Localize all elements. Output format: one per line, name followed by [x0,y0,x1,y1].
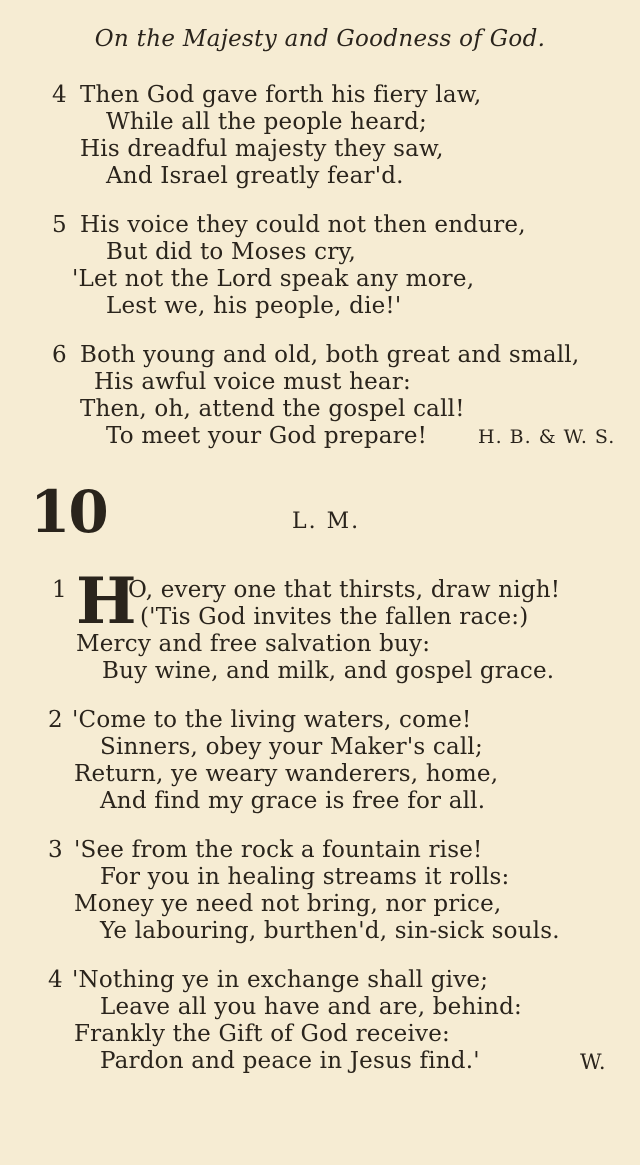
verse-line: Ye labouring, burthen'd, sin-sick souls. [100,918,560,944]
hymn-attribution: H. B. & W. S. [478,426,616,448]
stanza-number: 2 [48,707,63,733]
stanza-number: 1 [52,577,67,603]
verse-line: Return, ye weary wanderers, home, [74,761,499,787]
stanza-number: 4 [52,82,67,108]
verse-line: Leave all you have and are, behind: [100,994,522,1020]
verse-line: ('Tis God invites the fallen race:) [140,604,529,630]
verse-line: Frankly the Gift of God receive: [74,1021,450,1047]
verse-line: His dreadful majesty they saw, [80,136,444,162]
verse-line: Then, oh, attend the gospel call! [80,396,465,422]
verse-line: But did to Moses cry, [106,239,357,265]
hymn-number: 10 [30,478,107,546]
verse-line: 'Come to the living waters, come! [72,707,472,733]
verse-line: To meet your God prepare! [106,423,428,449]
stanza-number: 3 [48,837,63,863]
running-header: On the Majesty and Goodness of God. [94,26,546,52]
verse-line: While all the people heard; [106,109,427,135]
verse-line: Sinners, obey your Maker's call; [100,734,483,760]
stanza-number: 4 [48,967,63,993]
verse-line: His awful voice must hear: [94,369,411,395]
verse-line: 'See from the rock a fountain rise! [74,837,483,863]
verse-line: His voice they could not then endure, [80,212,526,238]
stanza-number: 6 [52,342,67,368]
verse-line: 'Let not the Lord speak any more, [72,266,475,292]
verse-line: O, every one that thirsts, draw nigh! [128,577,561,603]
verse-line: For you in healing streams it rolls: [100,864,510,890]
drop-cap: H [76,564,137,639]
hymn-meter: L. M. [292,509,361,534]
verse-line: Money ye need not bring, nor price, [74,891,502,917]
verse-line: Pardon and peace in Jesus find.' [100,1048,480,1074]
verse-line: 'Nothing ye in exchange shall give; [72,967,489,993]
verse-line: Both young and old, both great and small, [80,342,580,368]
verse-line: Lest we, his people, die!' [106,293,402,319]
verse-line: Buy wine, and milk, and gospel grace. [102,658,555,684]
verse-line: Then God gave forth his fiery law, [80,82,482,108]
hymn-attribution: W. [580,1050,607,1074]
verse-line: Mercy and free salvation buy: [76,631,431,657]
verse-line: And find my grace is free for all. [100,788,486,814]
stanza-number: 5 [52,212,67,238]
verse-line: And Israel greatly fear'd. [106,163,404,189]
